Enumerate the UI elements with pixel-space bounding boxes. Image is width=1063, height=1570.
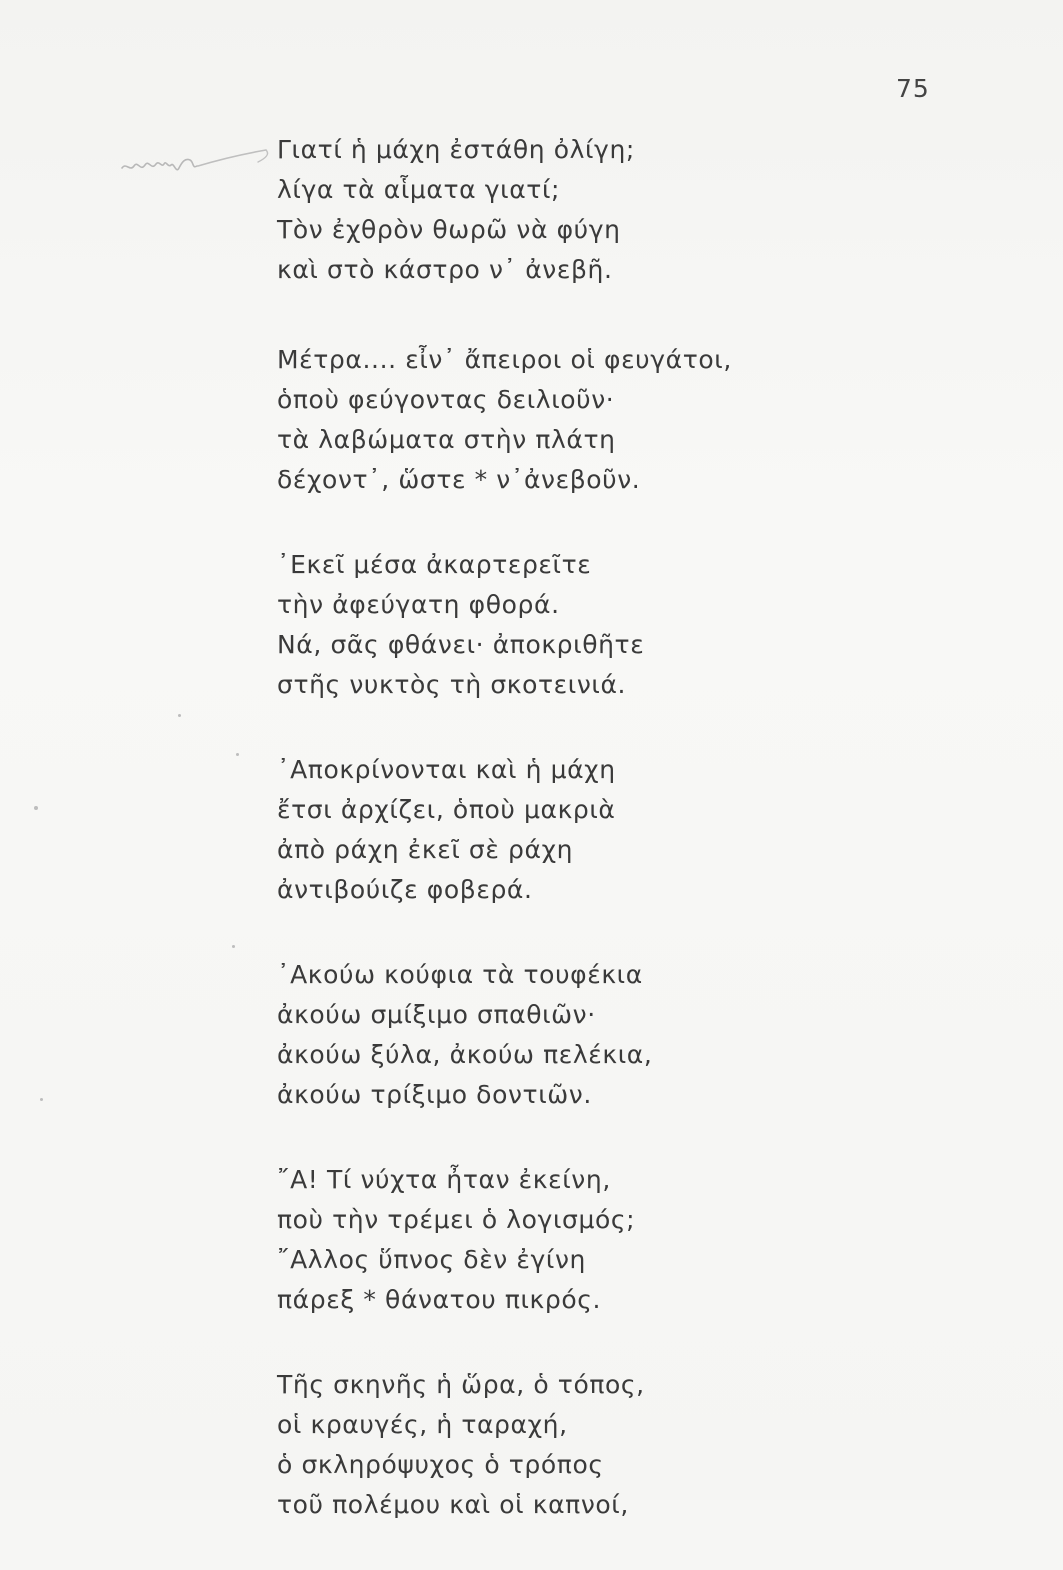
poem [277, 130, 977, 1570]
paper-speck [40, 1098, 43, 1101]
verse-line: ἀκούω τρίξιμο δοντιῶν. [277, 1080, 592, 1109]
verse-line: Μέτρα.... εἶν᾽ ἄπειροι οἱ φευγάτοι, [277, 345, 732, 374]
paper-speck [178, 714, 181, 717]
verse-line: στῆς νυκτὸς τὴ σκοτεινιά. [277, 670, 627, 699]
stanza [277, 1365, 977, 1525]
verse-line: πάρεξ * θάνατου πικρός. [277, 1285, 602, 1314]
verse-line: ἀκούω σμίξιμο σπαθιῶν· [277, 1000, 596, 1029]
paper-speck [236, 753, 239, 756]
paper-speck [232, 945, 235, 948]
verse-line: Νά, σᾶς φθάνει· ἀποκριθῆτε [277, 630, 645, 659]
verse-line: ὁποὺ φεύγοντας δειλιοῦν· [277, 385, 615, 414]
verse-line: καὶ στὸ κάστρο ν᾽ ἀνεβῆ. [277, 255, 613, 284]
stanza [277, 130, 977, 290]
verse-line: Τῆς σκηνῆς ἡ ὥρα, ὁ τόπος, [277, 1370, 645, 1399]
verse-line: λίγα τὰ αἷματα γιατί; [277, 175, 561, 204]
stanza [277, 750, 977, 910]
verse-line: ῎Α! Τί νύχτα ἦταν ἐκείνη, [277, 1165, 611, 1194]
verse-line: Γιατί ἡ μάχη ἐστάθη ὀλίγη; [277, 135, 635, 164]
handwritten-margin-note [118, 138, 278, 188]
verse-line: τὴν ἀφεύγατη φθορά. [277, 590, 560, 619]
verse-line: δέχοντ᾽, ὥστε * ν᾽ἀνεβοῦν. [277, 465, 641, 494]
paper-speck [34, 806, 38, 810]
stanza [277, 545, 977, 705]
verse-line: ἔτσι ἀρχίζει, ὁποὺ μακριὰ [277, 795, 616, 824]
verse-line: Τὸν ἐχθρὸν θωρῶ νὰ φύγη [277, 215, 621, 244]
verse-line: ἀκούω ξύλα, ἀκούω πελέκια, [277, 1040, 653, 1069]
verse-line: ποὺ τὴν τρέμει ὁ λογισμός; [277, 1205, 636, 1234]
verse-line: ἀπὸ ράχη ἐκεῖ σὲ ράχη [277, 835, 574, 864]
verse-line: ῎Αλλος ὕπνος δὲν ἐγίνη [277, 1245, 587, 1274]
page-number: 75 [896, 74, 930, 103]
stanza [277, 1160, 977, 1320]
verse-line: τοῦ πολέμου καὶ οἱ καπνοί, [277, 1490, 629, 1519]
verse-line: ἀντιβούιζε φοβερά. [277, 875, 533, 904]
verse-line: ὁ σκληρόψυχος ὁ τρόπος [277, 1450, 604, 1479]
verse-line: ᾽Εκεῖ μέσα ἀκαρτερεῖτε [277, 550, 592, 579]
verse-line: οἱ κραυγές, ἡ ταραχή, [277, 1410, 568, 1439]
stanza [277, 955, 977, 1115]
verse-line: ᾽Ακούω κούφια τὰ τουφέκια [277, 960, 643, 989]
verse-line: τὰ λαβώματα στὴν πλάτη [277, 425, 616, 454]
verse-line: ᾽Αποκρίνονται καὶ ἡ μάχη [277, 755, 616, 784]
stanza [277, 340, 977, 500]
